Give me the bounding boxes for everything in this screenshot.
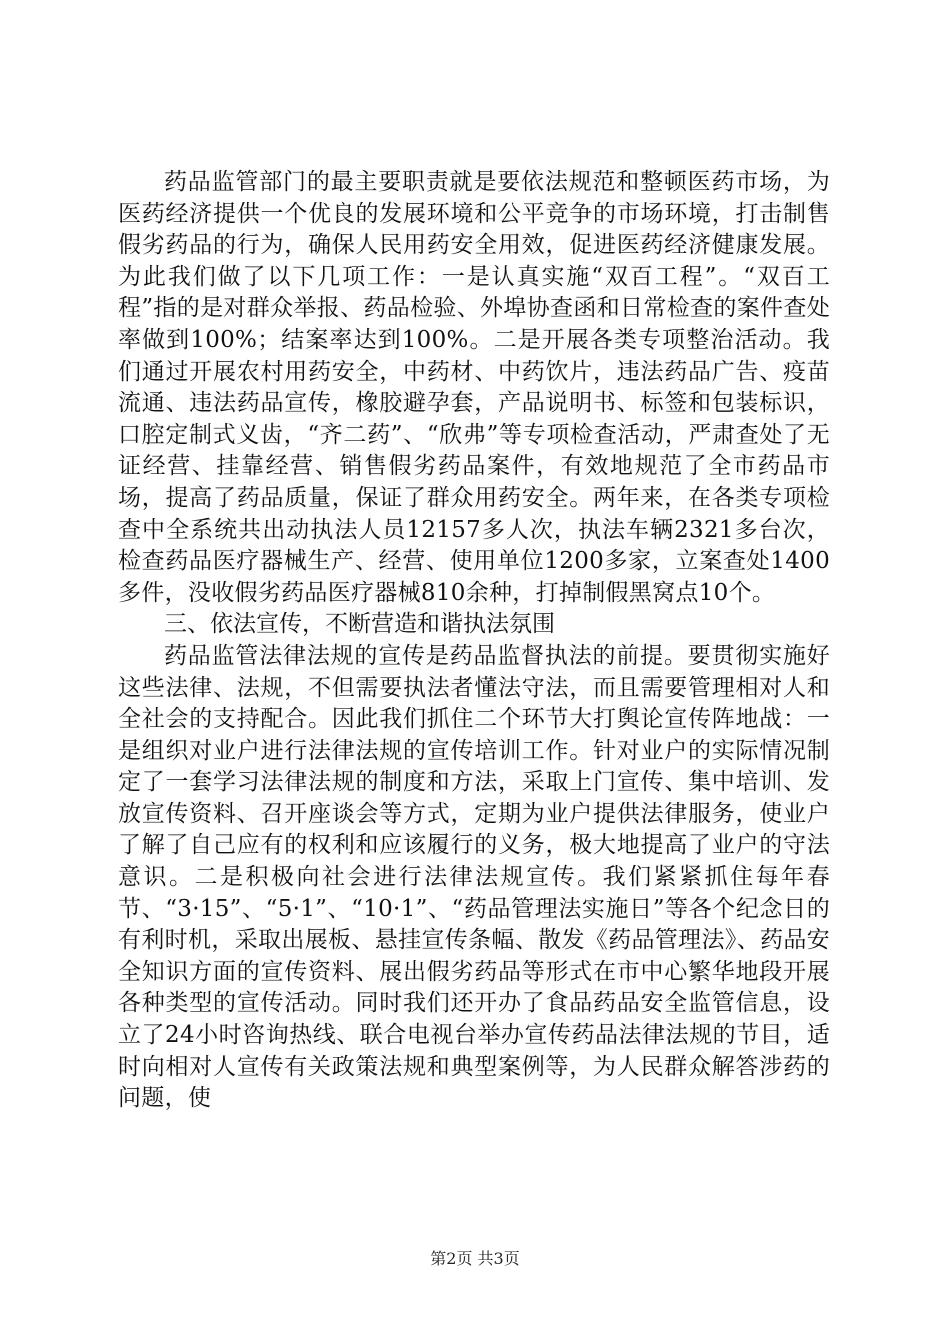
- document-body: [118, 167, 830, 1115]
- body-paragraph: 药品监管法律法规的宣传是药品监督执法的前提。要贯彻实施好这些法律、法规，不但需要执法者懂法守法，而且需要管理相对人和全社会的支持配合。因此我们抓住二个环节大打舆论宣传阵地战：一是组织对业户进行法律法规的宣传培训工作。针对业户的实际情况制定了一套学习法律法规的制度和方法，采取上门宣传、集中培训、发放宣传资料、召开座谈会等方式，定期为业户提供法律服务，使业户了解了自己应有的权利和应该履行的义务，极大地提高了业户的守法意识。二是积极向社会进行法律法规宣传。我们紧紧抓住每年春节、“3·15”、“5·1”、“10·1”、“药品管理法实施日”等各个纪念日的有利时机，采取出展板、悬挂宣传条幅、散发《药品管理法》、药品安全知识方面的宣传资料、展出假劣药品等形式在市中心繁华地段开展各种类型的宣传活动。同时我们还开办了食品药品安全监管信息，设立了24小时咨询热线、联合电视台举办宣传药品法律法规的节目，适时向相对人宣传有关政策法规和典型案例等，为人民群众解答涉药的问题，使: [118, 642, 830, 1112]
- page-number-footer: 第2页 共3页: [430, 1249, 520, 1268]
- body-paragraph: 药品监管部门的最主要职责就是要依法规范和整顿医药市场，为医药经济提供一个优良的发展环境和公平竞争的市场环境，打击制售假劣药品的行为，确保人民用药安全用效，促进医药经济健康发展。为此我们做了以下几项工作：一是认真实施“双百工程”。“双百工程”指的是对群众举报、药品检验、外埠协查函和日常检查的案件查处率做到100%；结案率达到100%。二是开展各类专项整治活动。我们通过开展农村用药安全，中药材、中药饮片，违法药品广告、疫苗流通、违法药品宣传，橡胶避孕套，产品说明书、标签和包装标识，口腔定制式义齿，“齐二药”、“欣弗”等专项检查活动，严肃查处了无证经营、挂靠经营、销售假劣药品案件，有效地规范了全市药品市场，提高了药品质量，保证了群众用药安全。两年来，在各类专项检查中全系统共出动执法人员12157多人次，执法车辆2321多台次，检查药品医疗器械生产、经营、使用单位1200多家，立案查处1400多件，没收假劣药品医疗器械810余种，打掉制假黑窝点10个。: [118, 169, 830, 606]
- section-heading: 三、依法宣传，不断营造和谐执法氛围: [164, 611, 555, 638]
